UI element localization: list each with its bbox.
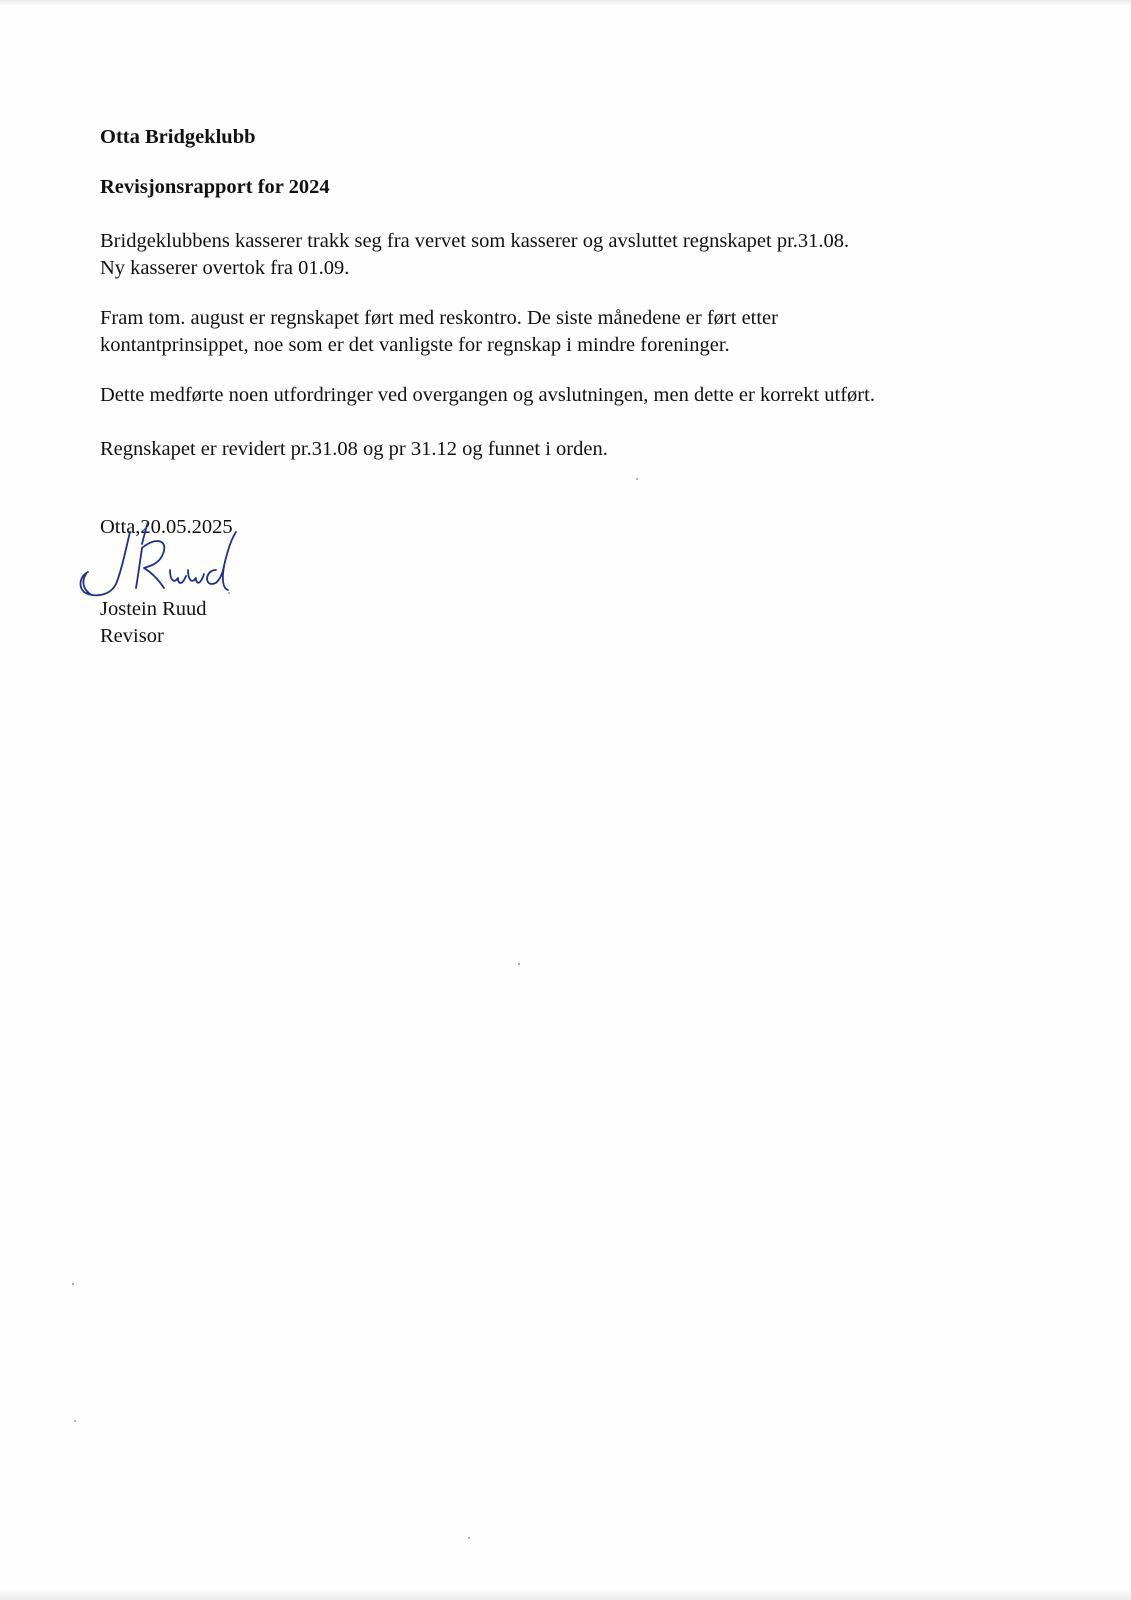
scan-speck	[468, 1537, 470, 1539]
scan-edge-bottom	[0, 1588, 1131, 1600]
scan-speck	[74, 1420, 76, 1422]
paragraph-2-line-2: kontantprinsippet, noe som er det vanligste for regnskap i mindre foreninger.	[100, 334, 730, 356]
paragraph-3: Dette medførte noen utfordringer ved overgangen og avslutningen, men dette er korrekt utført.	[100, 384, 875, 406]
report-title: Revisjonsrapport for 2024	[100, 176, 330, 198]
paragraph-4: Regnskapet er revidert pr.31.08 og pr 31.12 og funnet i orden.	[100, 438, 608, 460]
paragraph-1-line-2: Ny kasserer overtok fra 01.09.	[100, 257, 350, 279]
scan-speck	[72, 1283, 74, 1285]
scan-speck	[636, 478, 638, 480]
club-name-heading: Otta Bridgeklubb	[100, 126, 256, 148]
signer-name: Jostein Ruud	[100, 598, 207, 620]
place-and-date: Otta,20.05.2025	[100, 516, 233, 538]
signer-role: Revisor	[100, 625, 164, 647]
paragraph-1-line-1: Bridgeklubbens kasserer trakk seg fra vervet som kasserer og avsluttet regnskapet pr.31.08.	[100, 230, 850, 252]
paragraph-2-line-1: Fram tom. august er regnskapet ført med reskontro. De siste månedene er ført etter	[100, 307, 778, 329]
scan-edge-top	[0, 0, 1131, 6]
scan-speck	[228, 592, 230, 594]
scan-speck	[518, 963, 520, 965]
